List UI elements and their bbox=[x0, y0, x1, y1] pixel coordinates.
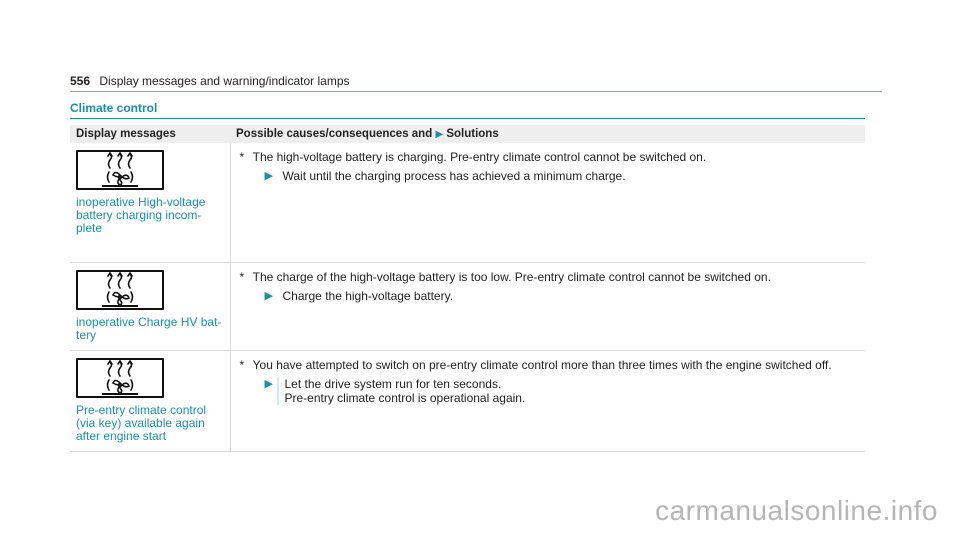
message-cell bbox=[70, 143, 230, 263]
running-title: Display messages and warning/indicator lamps bbox=[99, 74, 350, 88]
message-label: Pre-entry climate control (via key) available again after engine start bbox=[76, 403, 207, 443]
solution-result-text: Pre-entry climate control is operational again. bbox=[284, 391, 526, 405]
solutions-arrow-icon: ▶ bbox=[435, 129, 444, 140]
header-display-messages: Display messages bbox=[70, 125, 230, 143]
cause-text: * You have attempted to switch on pre-entry climate control more than three times with the engine switched off. bbox=[239, 358, 832, 372]
solution-text: Wait until the charging process has achieved a minimum charge. bbox=[282, 169, 626, 183]
table-header-row bbox=[70, 125, 865, 143]
header-causes-solutions bbox=[230, 125, 865, 143]
page-number: 556 bbox=[70, 74, 91, 88]
table-row bbox=[70, 351, 865, 452]
section-title: Climate control bbox=[70, 101, 158, 115]
solution-step bbox=[265, 377, 858, 405]
solution-arrow-icon: ▶ bbox=[264, 378, 273, 390]
solution-text: Let the drive system run for ten seconds. Pre-entry climate control is operational again. bbox=[277, 377, 526, 405]
header-rule bbox=[70, 91, 882, 92]
section-rule bbox=[70, 118, 865, 119]
table-row bbox=[70, 143, 865, 263]
page-header bbox=[70, 74, 350, 88]
solution-arrow-icon: ▶ bbox=[264, 290, 273, 302]
message-label: inoperative Charge HV bat- tery bbox=[76, 315, 222, 342]
watermark: carmanualsonline.info bbox=[655, 495, 938, 526]
bullet-star: * bbox=[239, 358, 245, 372]
bullet-star: * bbox=[239, 270, 245, 284]
table-row bbox=[70, 263, 865, 351]
header-causes-label: Possible causes/consequences and bbox=[236, 128, 433, 140]
header-solutions-label: Solutions bbox=[446, 128, 499, 140]
cause-text: * The charge of the high-voltage battery is too low. Pre-entry climate control cannot be switched on. bbox=[239, 270, 771, 284]
solution-step bbox=[265, 289, 858, 303]
solution-step bbox=[265, 169, 858, 183]
bullet-star: * bbox=[239, 150, 245, 164]
message-cell bbox=[70, 351, 230, 452]
solution-arrow-icon: ▶ bbox=[264, 170, 273, 182]
cause-solution-cell bbox=[230, 143, 865, 263]
message-cell bbox=[70, 263, 230, 351]
display-messages-table bbox=[70, 125, 865, 452]
heated-fan-icon bbox=[76, 358, 164, 398]
solution-text: Charge the high-voltage battery. bbox=[282, 289, 454, 303]
heated-fan-icon bbox=[76, 270, 164, 310]
message-label: inoperative High-voltage battery charging incom- plete bbox=[76, 195, 206, 235]
cause-text: * The high-voltage battery is charging. Pre-entry climate control cannot be switched on. bbox=[239, 150, 707, 164]
cause-solution-cell bbox=[230, 351, 865, 452]
cause-solution-cell bbox=[230, 263, 865, 351]
heated-fan-icon bbox=[76, 150, 164, 190]
